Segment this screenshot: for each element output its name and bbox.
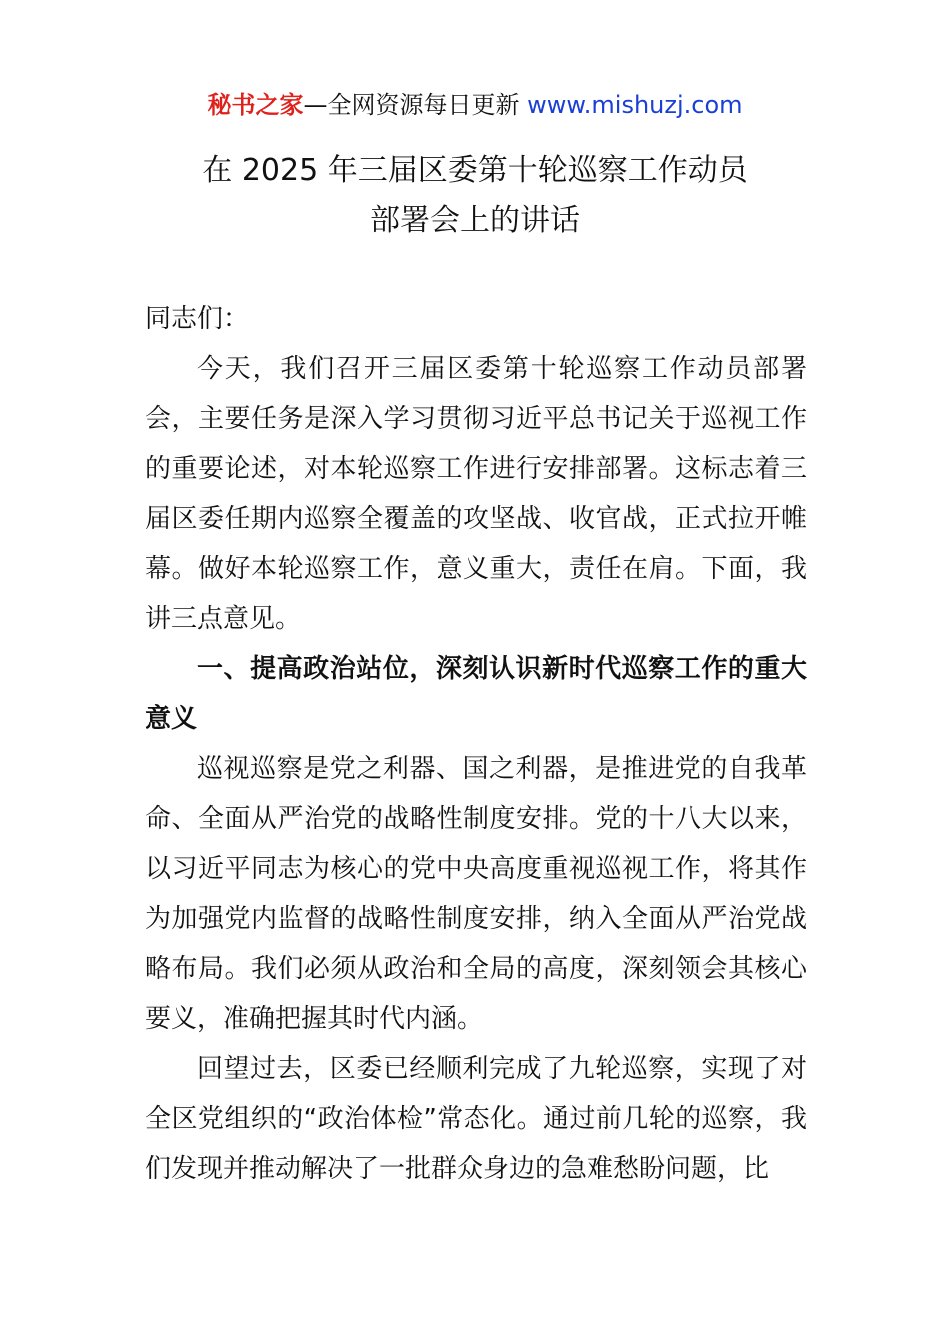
site-slogan: —全网资源每日更新	[303, 91, 520, 119]
document-body	[145, 294, 807, 1194]
document-title	[0, 146, 950, 246]
document-title-line-1: 在 2025 年三届区委第十轮巡察工作动员	[202, 153, 748, 188]
document-title-line-2: 部署会上的讲话	[370, 203, 580, 238]
paragraph-significance: 巡视巡察是党之利器、国之利器，是推进党的自我革命、全面从严治党的战略性制度安排。党的十八大以来，以习近平同志为核心的党中央高度重视巡视工作，将其作为加强党内监督的战略性制度安排，纳入全面从严治党战略布局。我们必须从政治和全局的高度，深刻领会其核心要义，准确把握其时代内涵。	[145, 754, 807, 1034]
salutation: 同志们：	[145, 304, 250, 334]
paragraph-intro: 今天，我们召开三届区委第十轮巡察工作动员部署会，主要任务是深入学习贯彻习近平总书记关于巡视工作的重要论述，对本轮巡察工作进行安排部署。这标志着三届区委任期内巡察全覆盖的攻坚战、收官战，正式拉开帷幕。做好本轮巡察工作，意义重大，责任在肩。下面，我讲三点意见。	[145, 354, 807, 634]
site-brand: 秘书之家	[207, 91, 304, 119]
section-heading-1: 一、提高政治站位，深刻认识新时代巡察工作的重大意义	[145, 654, 807, 734]
site-url-link[interactable]: www.mishuzj.com	[527, 91, 743, 119]
paragraph-review: 回望过去，区委已经顺利完成了九轮巡察，实现了对全区党组织的“政治体检”常态化。通过前几轮的巡察，我们发现并推动解决了一批群众身边的急难愁盼问题，比	[145, 1054, 807, 1184]
site-banner	[0, 88, 950, 122]
